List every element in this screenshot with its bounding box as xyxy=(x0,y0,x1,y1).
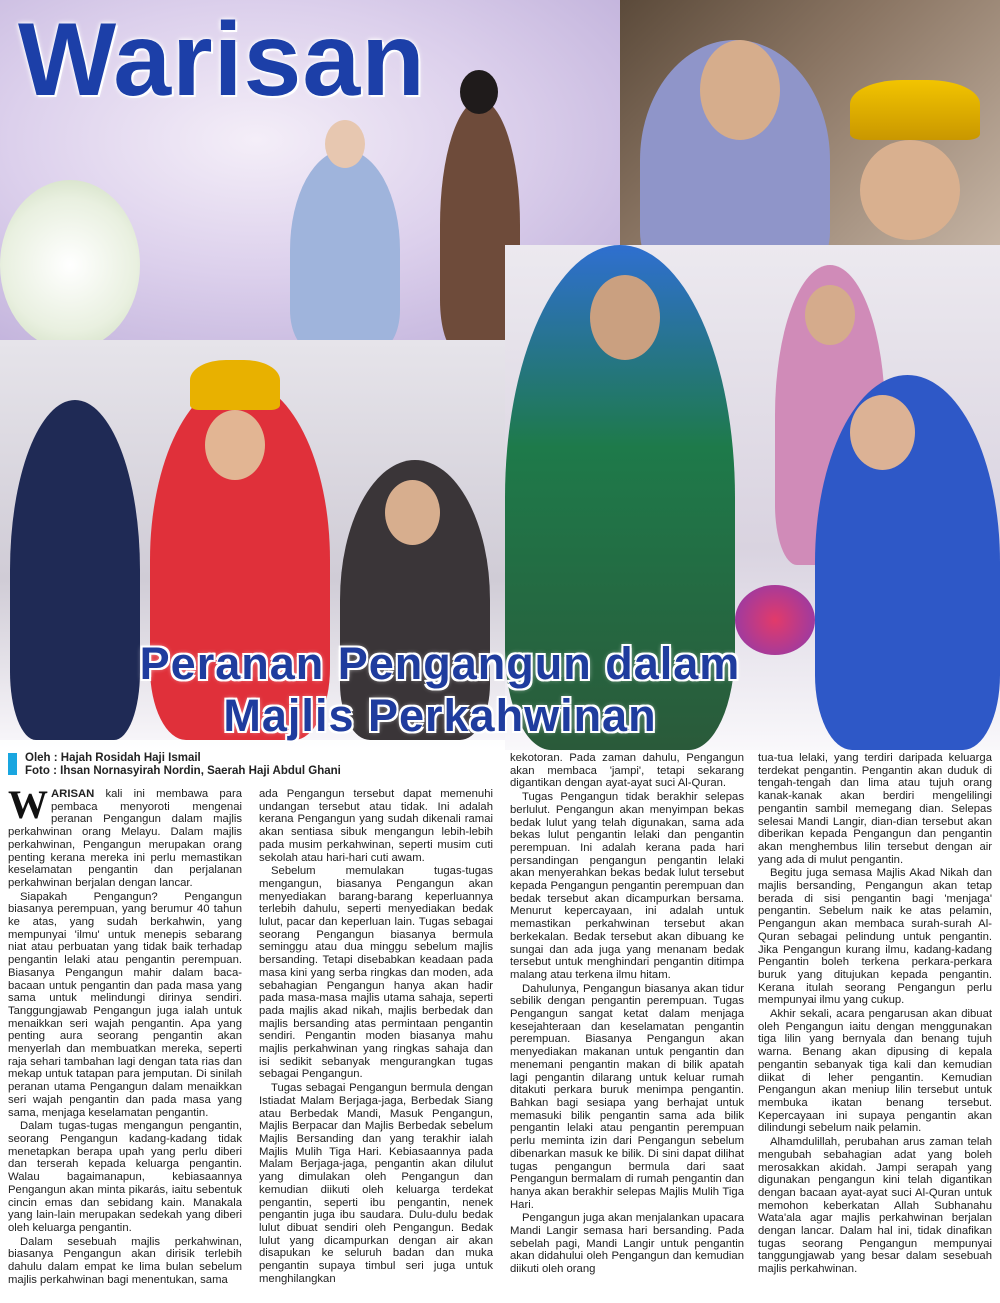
pengangun-green-face xyxy=(590,275,660,360)
article-paragraph: tua-tua lelaki, yang terdiri daripada keluarga terdekat pengantin. Pengantin akan duduk di tengah-tengah dan lima atau tujuh orang kanak-kanak akan berdiri mengelilingi pengantin sambil memegang dian. Selepas selesai Mandi Langir, dian-dian tersebut akan diberikan kepada Pengangun dan pengantin akan menghembus lilin tersebut dengan air yang ada di mulut pengantin. xyxy=(758,752,992,866)
flower-arrangement xyxy=(0,180,140,350)
elder-head xyxy=(460,70,498,114)
elder-woman-face xyxy=(385,480,440,545)
bride-head xyxy=(325,120,365,168)
article-paragraph: Sebelum memulakan tugas-tugas mengangun, biasanya Pengangun akan menyediakan barang-barang keperluannya terlebih dahulu, seperti menyediakan bedak lulut, pacar dan keperluan lain. Tugas sebagai seorang Pengangun biasanya bermula seminggu atau dua minggu sebelum majlis bersanding. Tetapi disebabkan keadaan pada masa kini yang serba ringkas dan moden, ada sebahagian Pengangun hanya akan hadir pada masa-masa majlis utama sahaja, seperti pada majlis akad nikah, majlis berbedak dan majlis bersanding atas permintaan pengantin sendiri. Pengantin moden biasanya mahu majlis perkahwinan yang ringkas sahaja dan isi sedikit sebanyak mengurangkan tugas sebagai Pengangun. xyxy=(259,865,493,1081)
woman-pink-face xyxy=(805,285,855,345)
bride-face xyxy=(860,140,960,240)
byline-author: Oleh : Hajah Rosidah Haji Ismail xyxy=(25,752,201,764)
drop-cap: W xyxy=(8,788,48,827)
photo-pengangun-closeup xyxy=(620,0,1000,270)
article-column-4 xyxy=(758,752,992,1296)
red-bride-face xyxy=(205,410,265,480)
paragraph-text: kali ini membawa para pembaca menyoroti mengenai peranan Pengangun dalam majlis perkahwinan orang Melayu. Dalam majlis perkahwinan, Pengangun merupakan orang penting kerana mereka ini perlu memastikan keselamatan pengantin dan perjalanan perkahwinan berjalan dengan lancar. xyxy=(8,788,242,889)
article-column-2 xyxy=(259,788,493,1296)
article-paragraph: Tugas sebagai Pengangun bermula dengan Istiadat Malam Berjaga-jaga, Berbedak Siang atau Berbedak Mandi, Masuk Pengangun, Majlis Berpacar dan Majlis Berbedak sebelum Majlis Bersanding dan yang terakhir ialah Majlis Mulih Tiga Hari. Kebiasaannya pada Malam Berjaga-jaga, pengantin akan dilulut yang dimulakan oleh Pengangun dan kemudian diikuti oleh keluarga terdekat pengantin, seperti ibu pengantin, nenek pengantin juga ibu saudara. Dulu-dulu bedak lulut dibuat sendiri oleh Pengangun. Bedak lulut yang dicampurkan dengan air akan disapukan ke seluruh badan dan muka pengantin supaya timbul seri juga untuk menghilangkan xyxy=(259,1082,493,1285)
gold-headdress xyxy=(850,80,980,140)
article-column-1 xyxy=(8,788,242,1296)
article-paragraph: Tugas Pengangun tidak berakhir selepas berlulut. Pengangun akan menyimpan bekas bedak lulut yang telah digunakan, sama ada bekas lulut pengantin lelaki dan pengantin perempuan. Ini adalah kerana pada hari persandingan pengangun pengantin lelaki akan menyerahkan bekas bedak lulut tersebut kepada Pengangun pengantin perempuan dan bedak tersebut akan dicampurkan bersama. Menurut kepercayaan, ini adalah untuk memastikan perkahwinan tersebut akan berkekalan. Bedak tersebut akan dibuang ke sungai dan ada juga yang menanam bedak tersebut untuk menghindari pengantin ditimpa malang atau terkena ilmu hitam. xyxy=(510,791,744,981)
article-paragraph xyxy=(8,788,242,890)
article-paragraph: Dalam tugas-tugas mengangun pengantin, seorang Pengangun kadang-kadang tidak menetapkan berapa upah yang perlu diberi dan terserah kepada keluarga pengantin. Walau bagaimanapun, kebiasaannya Pengangun akan minta pikarás, iaitu sebentuk cincin emas dan sebidang kain. Manakala yang lain-lain merupakan sedekah yang diberi oleh keluarga pengantin. xyxy=(8,1120,242,1234)
article-headline xyxy=(60,638,820,742)
article-paragraph: Pengangun juga akan menjalankan upacara Mandi Langir semasa hari bersanding. Pada sebelah pagi, Mandi Langir untuk pengantin akan didahului oleh Pengangun dan kemudian diikuti oleh orang xyxy=(510,1212,744,1276)
red-bride-crown xyxy=(190,360,280,410)
lead-word: ARISAN xyxy=(51,788,95,800)
article-paragraph: kekotoran. Pada zaman dahulu, Pengangun akan membaca 'jampi', tetapi sekarang digantikan dengan ayat-ayat suci Al-Quran. xyxy=(510,752,744,790)
article-paragraph: Begitu juga semasa Majlis Akad Nikah dan majlis bersanding, Pengangun akan tetap berada di sisi pengantin bagi 'menjaga' pengantin. Sebelum naik ke atas pelamin, Pengangun akan membaca surah-surah Al-Quran sebagai pelindung untuk pengantin. Jika Pengangun kurang ilmu, kadang-kadang Pengantin boleh terkena perkara-perkara buruk yang ditujukan kepada pengantin. Kerana itulah seorang Pengangun perlu mempunyai ilmu yang cukup. xyxy=(758,867,992,1007)
headline-line-2: Majlis Perkahwinan xyxy=(223,690,657,741)
article-paragraph: Alhamdulillah, perubahan arus zaman telah mengubah sebahagian adat yang boleh merosakkan akidah. Jampi serapah yang digunakan pengangun kini telah digantikan dengan bacaan ayat-ayat suci Al-Quran untuk memohon keberkatan Allah Subhanahu Wata'ala agar majlis perkahwinan berjalan dengan lancar. Dalam hal ini, tidak dinafikan tugas seorang Pengangun mempunyai tanggungjawab yang besar dalam sesebuah majlis perkahwinan. xyxy=(758,1136,992,1276)
byline-accent-bar xyxy=(8,753,17,775)
article-column-3 xyxy=(510,752,744,1296)
article-paragraph: Dahulunya, Pengangun biasanya akan tidur sebilik dengan pengantin perempuan. Tugas Pengangun sangat ketat dalam menjaga kesejahteraan dan keselamatan pengantin perempuan. Biasanya Pengangun akan menyediakan makanan untuk pengantin dan menemani pengantin makan di bilik apatah lagi pengantin dilarang untuk keluar rumah ditakuti perkara buruk menimpa pengantin. Bahkan bagi sesiapa yang berhajat untuk memasuki bilik pengantin sama ada bilik pengantin lelaki atau pengantin perempuan perlu meminta izin dari Pengangun sebelum dibenarkan masuk ke bilik. Di sini dapat dilihat tugas pengangun bermula dari saat Pengangun bermalam di rumah pengantin dan hanya akan berakhir selepas Majlis Mulih Tiga Hari. xyxy=(510,982,744,1211)
bride-figure xyxy=(290,150,400,350)
byline-text xyxy=(25,752,341,778)
masthead-title: Warisan xyxy=(18,2,426,118)
article-paragraph: Dalam sesebuah majlis perkahwinan, biasanya Pengangun akan dirisik terlebih dahulu dalam empat ke lima bulan sebelum majlis perkahwinan bagi menentukan, sama xyxy=(8,1235,242,1286)
pengangun-face xyxy=(700,40,780,140)
article-paragraph: ada Pengangun tersebut dapat memenuhi undangan tersebut atau tidak. Ini adalah kerana Pengangun yang sudah dikenali ramai akan sentiasa sibuk mengangun lebih-lebih pada musim perkahwinan, seperti musim cuti sekolah atau hari-hari cuti awam. xyxy=(259,788,493,864)
article-paragraph: Akhir sekali, acara pengarusan akan dibuat oleh Pengangun iaitu dengan menggunakan tiga lilin yang bernyala dan benang tujuh warna. Benang akan dipusing di kepala pengantin sebanyak tiga kali dan kemudian diikat di leher pengantin. Kemudian Pengangun akan meniup lilin tersebut untuk membuka ikatan benang tersebut. Kepercayaan ini supaya pengantin akan dilindungi sebelum naik pelamin. xyxy=(758,1008,992,1135)
blue-bride-face xyxy=(850,395,915,470)
byline-photo-credit: Foto : Ihsan Nornasyirah Nordin, Saerah Haji Abdul Ghani xyxy=(25,765,341,777)
headline-line-1: Peranan Pengangun dalam xyxy=(139,638,741,689)
article-paragraph: Siapakah Pengangun? Pengangun biasanya perempuan, yang berumur 40 tahun ke atas, yang sudah berkahwin, yang mempunyai 'ilmu' untuk menepis sebarang niat atau perbuatan yang tidak baik terhadap pengantin lelaki atau pengantin perempuan. Biasanya Pengangun mahir dalam baca-bacaan untuk pengantin dan pada masa yang sama untuk melindungi dirinya sendiri. Tanggungjawab Pengangun juga ialah untuk menaikkan seri wajah pengantin. Apa yang penting aura seorang pengantin akan menyerlah dan membuatkan mereka, seperti raja sehari tambahan lagi dengan tata rias dan mekap untuk tatapan para jemputan. Di sinilah peranan utama Pengangun dalam menaikkan seri wajah pengantin dan pada masa yang sama, menjaga keselamatan pengantin. xyxy=(8,890,242,1119)
byline xyxy=(8,752,341,778)
